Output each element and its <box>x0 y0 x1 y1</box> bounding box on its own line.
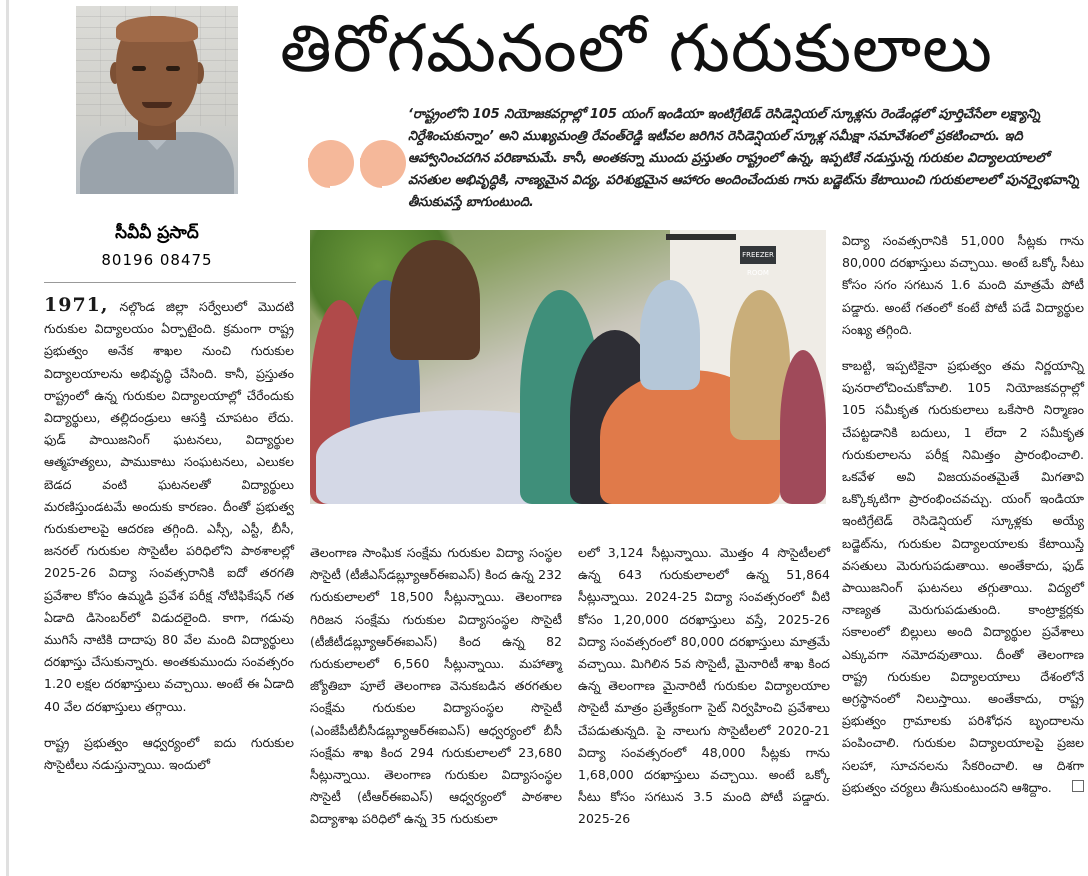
author-photo <box>76 6 238 194</box>
photo-eye-left <box>132 66 146 71</box>
column-1-paragraph-1 <box>44 294 294 718</box>
article-column-3 <box>578 542 830 845</box>
photo-eye-right <box>166 66 180 71</box>
column-4-paragraph-1: విద్యా సంవత్సరానికి 51,000 సీట్లకు గాను 80,000 దరఖాస్తులు వచ్చాయి. అంటే ఒక్కో సీటు కోసం సగం సగటున 1.6 మంది మాత్రమే పోటీ పడ్డారు. అంటే గతంలో కంటే పోటీ పడే విద్యార్థుల సంఖ్య తగ్గింది. <box>842 233 1084 337</box>
photo-person <box>390 240 480 360</box>
column-1-text-1: నల్గొండ జిల్లా సర్వేలులో మొదటి గురుకుల విద్యాలయం ఏర్పాటైంది. క్రమంగా రాష్ట్ర ప్రభుత్వం అనేక శాఖల నుంచి గురుకుల విద్యాలయాలను అభివృద్ధి చేసింది. కానీ, ప్రస్తుతం రాష్ట్రంలో ఉన్న గురుకుల విద్యాలయాల్లో చేరేందుకు విద్యార్థులు, తల్లిదండ్రులు ఆసక్తి చూపటం లేదు. ఫుడ్ పాయిజనింగ్ ఘటనలు, విద్యార్థుల ఆత్మహత్యలు, పాముకాటు సంఘటనలు, ఎలుకల బెడద వంటి ఘటనలతో విద్యార్థులు మరణిస్తుండటమే అందుకు కారణం. దీంతో ప్రభుత్వ గురుకులాలపై ఆదరణ తగ్గింది. ఎస్సీ, ఎస్టీ, బీసీ, జనరల్ గురుకుల సొసైటీల పరిధిలోని పాఠశాలల్లో 2025-26 విద్యా సంవత్సరానికి ఐదో తరగతి ప్రవేశాల కోసం ఉమ్మడి ప్రవేశ పరీక్ష నోటిఫికేషన్ గత ఏడాది డిసెంబర్‌లో విడుదలైంది. కాగా, గడువు ముగిసే నాటికి దాదాపు 80 వేల మంది విద్యార్థులు దరఖాస్తు చేసుకున్నారు. అంతకుముందు సంవత్సరం 1.20 లక్షల దరఖాస్తులు వచ్చాయి. అంటే ఈ ఏడాది 40 వేల దరఖాస్తులు తగ్గాయి. <box>44 299 294 714</box>
column-4-paragraph-2: కాబట్టి, ఇప్పటికైనా ప్రభుత్వం తమ నిర్ణయాన్ని పునరాలోచించుకోవాలి. 105 నియోజకవర్గాల్లో 105 సమీకృత గురుకులాలు ఒకేసారి నిర్మాణం చేపట్టడానికి బదులు, 1 లేదా 2 సమీకృత గురుకులాలను పరీక్ష నిమిత్తం ప్రారంభించాలి. ఒకవేళ అవి విజయవంతమైతే మిగతావి ఒక్కొక్కటిగా ప్రారంభించవచ్చు. యంగ్ ఇండియా ఇంటిగ్రేటెడ్ రెసిడెన్షియల్ స్కూళ్లకు అయ్యే బడ్జెట్‌ను, గురుకుల విద్యాలయాలకు కేటాయిస్తే వసతులు మెరుగుపడుతాయి. అంతేకాదు, ఫుడ్ పాయిజనింగ్ ఘటనలు తగ్గుతాయి. విద్యలో నాణ్యత మెరుగుపడుతుంది. కాంట్రాక్టర్లకు సకాలంలో బిల్లులు అంది విద్యార్థుల ప్రవేశాలు ఎక్కువగా నమోదవుతాయి. దీంతో తెలంగాణ రాష్ట్ర గురుకుల విద్యాలయాలు దేశంలోనే అగ్రస్థానంలో నిలుస్తాయి. అంతేకాదు, రాష్ట్ర ప్రభుత్వం గ్రామాలకు పరిశోధన బృందాలను పంపించాలి. గురుకుల విద్యాలయాలపై ప్రజల సలహా, సూచనలను సేకరించాలి. ఆ దిశగా ప్రభుత్వం చర్యలు తీసుకుంటుందని ఆశిద్దాం. <box>842 358 1084 795</box>
column-1-paragraph-2: రాష్ట్ర ప్రభుత్వం ఆధ్వర్యంలో ఐదు గురుకుల సొసైటీలు నడుస్తున్నాయి. ఇందులో <box>44 734 294 773</box>
column-3-paragraph: లలో 3,124 సీట్లున్నాయి. మొత్తం 4 సొసైటీలలో ఉన్న 643 గురుకులాలలో ఉన్న 51,864 సీట్లున్నాయి. 2024-25 విద్యా సంవత్సరంలో వీటి కోసం 1,20,000 దరఖాస్తులు వస్తే, 2025-26 విద్యా సంవత్సరంలో 80,000 దరఖాస్తులు మాత్రమే వచ్చాయి. మిగిలిన 5వ సొసైటీ, మైనారిటీ శాఖ కింద ఉన్న తెలంగాణ మైనారిటీ గురుకుల విద్యాలయాల సొసైటీ మాత్రం ప్రత్యేకంగా సైట్ నిర్వహించి ప్రవేశాలు చేపడుతున్నది. పై నాలుగు సొసైటీలలో 2020-21 విద్యా సంవత్సరంలో 48,000 సీట్లకు గాను 1,68,000 దరఖాస్తులు వచ్చాయి. అంటే ఒక్కో సీటు కోసం సగటున 3.5 మంది పోటీ పడ్డారు. 2025-26 <box>578 545 830 827</box>
photo-hairline <box>116 16 198 42</box>
photo-mouth <box>142 102 172 108</box>
author-name: సీవీవీ ప్రసాద్ <box>115 223 199 243</box>
news-photo-crowd <box>310 230 826 504</box>
article-column-1 <box>44 294 294 790</box>
article-column-4 <box>842 230 1084 813</box>
quote-mark-icon <box>302 118 412 204</box>
byline-divider <box>44 282 296 283</box>
page-margin-rule <box>6 0 9 876</box>
article-intro-quote: ‘రాష్ట్రంలోని 105 నియోజకవర్గాల్లో 105 యంగ్ ఇండియా ఇంటిగ్రేటెడ్ రెసిడెన్షియల్ స్కూళ్లను రెండేండ్లలో పూర్తిచేసేలా లక్ష్యాన్ని నిర్దేశించుకున్నాం’ అని ముఖ్యమంత్రి రేవంత్‌రెడ్డి ఇటీవల జరిగిన రెసిడెన్షియల్ స్కూళ్ల సమీక్షా సమావేశంలో ప్రకటించారు. ఇది ఆహ్వానించదగిన పరిణామమే. కానీ, అంతకన్నా ముందు ప్రస్తుతం రాష్ట్రంలో ఉన్న, ఇప్పటికే నడుస్తున్న గురుకుల విద్యాలయాలలో వసతుల అభివృద్ధికి, నాణ్యమైన విద్య, పరిశుభ్రమైన ఆహారం అందించేందుకు గాను బడ్జెట్‌ను కేటాయించి గురుకులాలలో పునర్వైభవాన్ని తీసుకువస్తే బాగుంటుంది. <box>408 107 1080 210</box>
photo-gate-bar <box>666 234 736 240</box>
dropcap-year: 1971, <box>44 294 109 316</box>
photo-person <box>640 280 700 390</box>
article-column-2 <box>310 542 562 845</box>
article-headline: తిరోగమనంలో గురుకులాలు <box>280 10 993 87</box>
author-phone: 80196 08475 <box>101 251 213 269</box>
column-2-paragraph: తెలంగాణ సాంఘిక సంక్షేమ గురుకుల విద్యా సంస్థల సొసైటీ (టీజీఎస్‌డబ్ల్యూఆర్ఈఐఎస్) కింద ఉన్న 232 గురుకులాలలో 18,500 సీట్లున్నాయి. తెలంగాణ గిరిజన సంక్షేమ గురుకుల విద్యాసంస్థల సొసైటీ (టీజీటీడబ్ల్యూఆర్ఈఐఎస్) కింద ఉన్న 82 గురుకులాలలో 6,560 సీట్లున్నాయి. మహాత్మా జ్యోతిబా పూలే తెలంగాణ వెనుకబడిన తరగతుల సంక్షేమ గురుకుల విద్యాసంస్థల సొసైటీ (ఎంజేపీటీబీసీడబ్ల్యూఆర్ఈఐఎస్) ఆధ్వర్యంలో బీసీ సంక్షేమ శాఖ కింద 294 గురుకులాలలో 23,680 సీట్లున్నాయి. తెలంగాణ గురుకుల విద్యాసంస్థల సొసైటీ (టీఆర్ఈఐఎస్) ఆధ్వర్యంలో పాఠశాల విద్యాశాఖ పరిధిలో ఉన్న 35 గురుకులా <box>310 545 562 827</box>
end-mark-icon <box>1072 780 1084 792</box>
photo-person <box>780 350 826 504</box>
author-byline <box>76 220 238 274</box>
photo-sign: FREEZER ROOM <box>740 246 776 264</box>
